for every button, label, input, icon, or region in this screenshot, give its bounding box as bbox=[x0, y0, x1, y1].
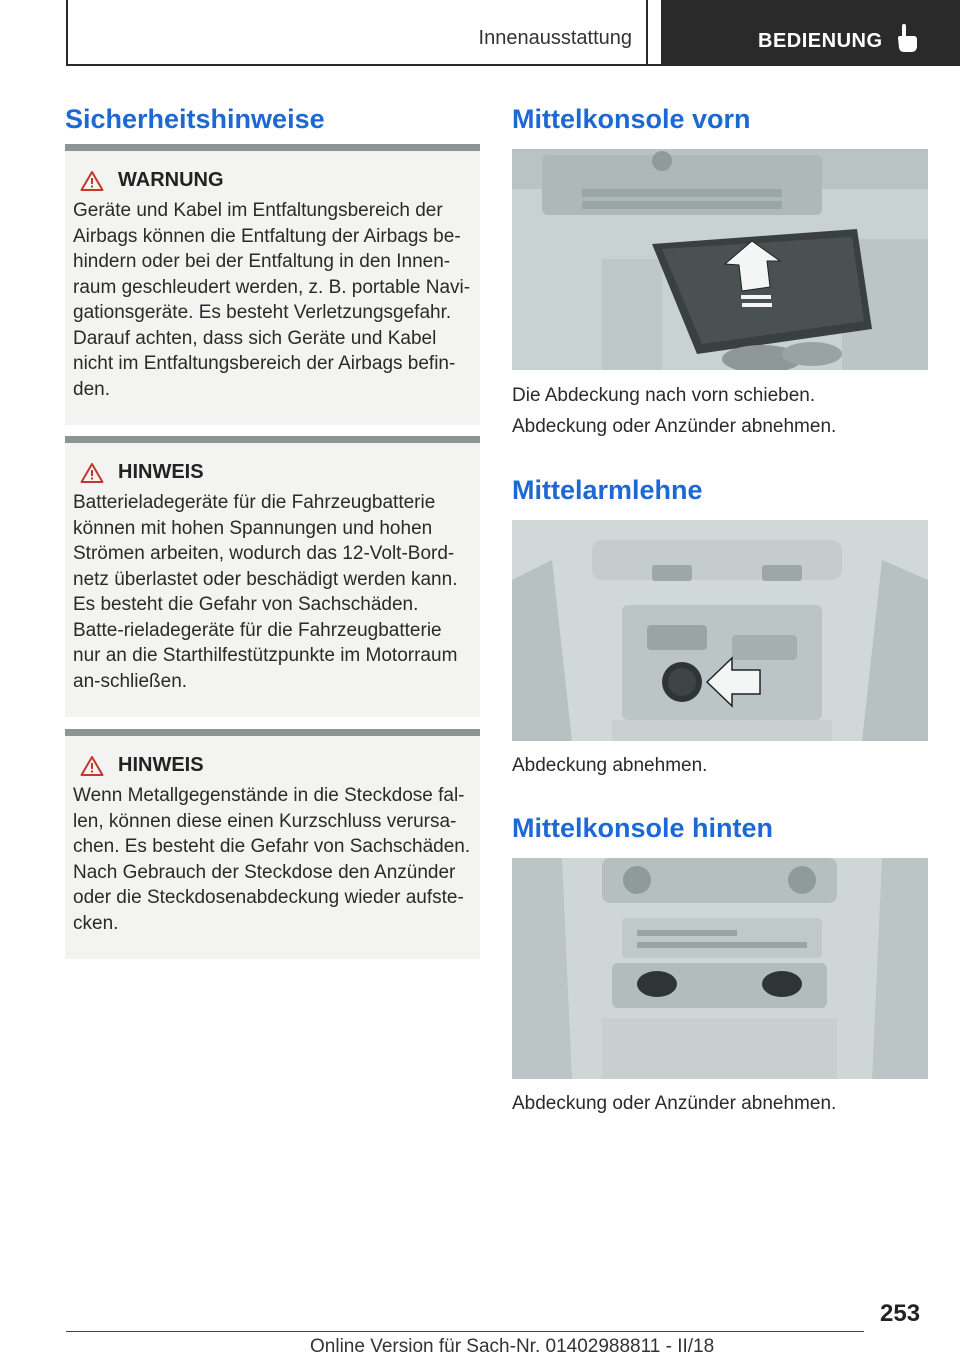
section-heading-mittelarmlehne: Mittelarmlehne bbox=[512, 475, 703, 505]
figure-rear-console bbox=[512, 858, 928, 1079]
notice-title: WARNUNG bbox=[118, 169, 224, 191]
caption: Abdeckung abnehmen. bbox=[512, 755, 708, 776]
warning-triangle-icon bbox=[80, 755, 104, 777]
notice-title: HINWEIS bbox=[118, 461, 204, 483]
caption: Abdeckung oder Anzünder abnehmen. bbox=[512, 1093, 837, 1114]
caption: Abdeckung oder Anzünder abnehmen. bbox=[512, 416, 837, 437]
header-chapter-tab bbox=[661, 0, 960, 66]
header-chapter-label: BEDIENUNG bbox=[758, 30, 883, 52]
section-heading-sicherheitshinweise: Sicherheitshinweise bbox=[65, 104, 325, 134]
caption: Die Abdeckung nach vorn schieben. bbox=[512, 385, 816, 406]
notice-text: Batterieladegeräte für die Fahrzeugbatterie können mit hohen Spannungen und hohen Strömen arbeiten, wodurch das 12-Volt-Bord-netz überlastet oder beschädigt werden kann. Es besteht die Gefahr von Sachschäden. Batte-rieladegeräte für die Fahrzeugbatterie nur an die Starthilfestützpunkte im Motorraum an-schließen. bbox=[73, 492, 458, 692]
notice-title-row bbox=[80, 754, 472, 777]
notice-title: HINWEIS bbox=[118, 754, 204, 776]
notice-text: Wenn Metallgegenstände in die Steckdose fal-len, können diese einen Kurzschluss verursa-chen. Es besteht die Gefahr von Sachschäden. Nach Gebrauch der Steckdose den Anzünder oder die Steckdosenabdeckung wieder aufste-cken. bbox=[73, 785, 471, 934]
figure-front-console bbox=[512, 149, 928, 370]
notice-text: Geräte und Kabel im Entfaltungsbereich der Airbags können die Entfaltung der Airbags be-hindern oder bei der Entfaltung in den Innen-raum geschleudert werden, z. B. portable Navi-gationsgeräte. Es besteht Verletzungsgefahr. Darauf achten, dass sich Geräte und Kabel nicht im Entfaltungsbereich der Airbags befin-den. bbox=[73, 200, 471, 400]
notice-hinweis-socket bbox=[65, 729, 480, 959]
section-heading-mittelkonsole-hinten: Mittelkonsole hinten bbox=[512, 813, 774, 843]
footer-text: Online Version für Sach-Nr. 01402988811 - II/18 bbox=[310, 1336, 715, 1357]
notice-title-row bbox=[80, 461, 472, 484]
notice-warning bbox=[65, 144, 480, 425]
hand-pointer-icon bbox=[896, 24, 918, 54]
warning-triangle-icon bbox=[80, 462, 104, 484]
footer-rule bbox=[66, 1331, 864, 1332]
header-section-label: Innenausstattung bbox=[478, 26, 632, 49]
notice-hinweis-battery bbox=[65, 436, 480, 717]
warning-triangle-icon bbox=[80, 170, 104, 192]
header-section-tab bbox=[66, 0, 648, 64]
header-rule bbox=[66, 64, 960, 66]
figure-center-armrest bbox=[512, 520, 928, 741]
section-heading-mittelkonsole-vorn: Mittelkonsole vorn bbox=[512, 104, 751, 134]
notice-title-row bbox=[80, 169, 472, 192]
page-number: 253 bbox=[880, 1300, 921, 1327]
